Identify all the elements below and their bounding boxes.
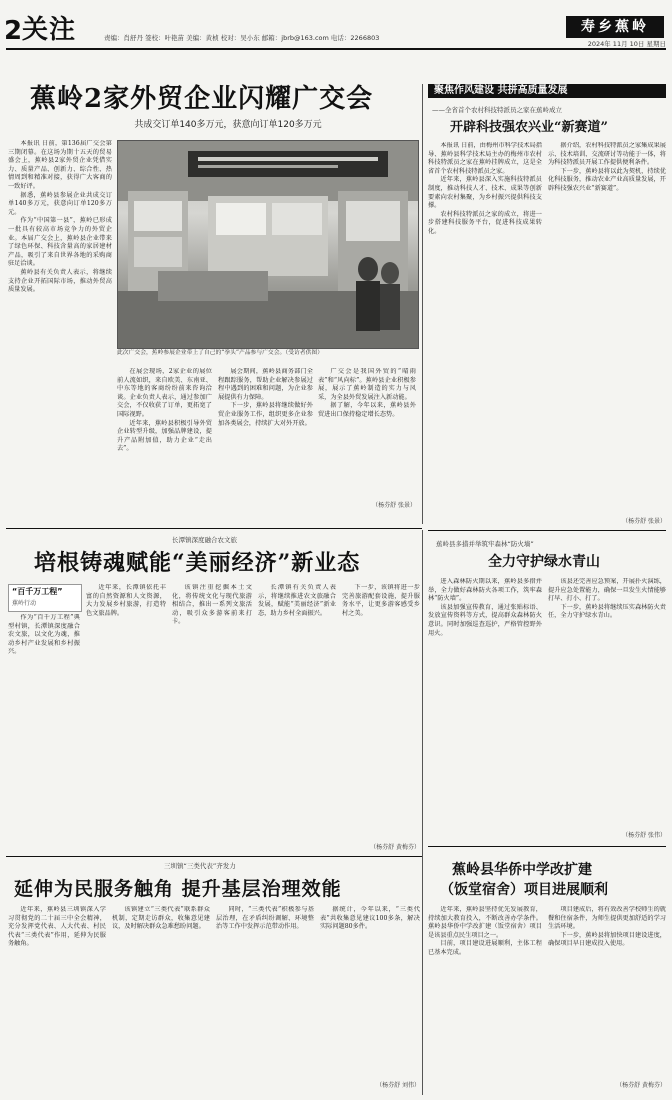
column-label: “百千万工程” bbox=[12, 587, 63, 596]
section-rule bbox=[428, 530, 666, 531]
article4-headline: 培根铸魂赋能“美丽经济”新业态 bbox=[34, 550, 361, 576]
article5-kicker: 三圳镇“三类代表”齐发力 bbox=[164, 862, 236, 870]
paragraph: 近年来，蕉岭县积极引导外贸企业转型升级，加强品牌建设，提升产品附加值，助力企业“走出去”。 bbox=[117, 419, 212, 453]
article4-column-3 bbox=[172, 584, 252, 852]
article1-column-1 bbox=[8, 140, 112, 510]
article1-subheadline: 共成交订单140多万元，获意向订单120多万元 bbox=[134, 120, 322, 130]
article5-author: （杨芬舒 刘伟） bbox=[376, 1082, 420, 1089]
paragraph: 近年来，蕉岭县深入实施科技特派员制度，推动科技人才、技术、成果等创新要素向农村集聚，为乡村振兴提供科技支撑。 bbox=[428, 176, 542, 210]
article5-headline: 延伸为民服务触角 提升基层治理效能 bbox=[14, 878, 342, 900]
paragraph: 蕉岭县有关负责人表示，将继续支持企业开拓国际市场，推动外贸高质量发展。 bbox=[8, 268, 112, 294]
article2-column-1 bbox=[428, 142, 542, 527]
article6-column-1 bbox=[428, 906, 542, 1090]
photo-caption: 此次广交会，蕉岭参展企业带上了自己的“拳头”产品参与广交会。（受访者供图） bbox=[117, 350, 323, 356]
article3-column-1 bbox=[428, 578, 542, 840]
paragraph: 下一步，蕉岭县将继续压实森林防火责任，全力守护绿水青山。 bbox=[548, 603, 666, 620]
paragraph: 在展会现场，2家企业的展位前人流如织，来自欧美、东南亚、中东等地的客商纷纷前来咨询洽谈。企业负责人表示，通过参加广交会，不仅收获了订单，更拓宽了国际视野。 bbox=[117, 368, 212, 418]
paragraph: 下一步，蕉岭县将以此为契机，持续优化科技服务，推动农业产业高质量发展，开辟科技强农兴业“新赛道”。 bbox=[548, 167, 666, 192]
paragraph: 长潭镇有关负责人表示，将继续推进农文旅融合发展，赋能“美丽经济”新业态，助力乡村全面振兴。 bbox=[258, 584, 336, 617]
editor-credits: 责编：肖舒丹 签校：叶艳苗 美编：黄桢 校对：吴小东 邮箱：jbrb@163.com 电话：2266803 bbox=[104, 34, 380, 42]
paragraph: 本报讯 日前，第136届广交会第三期闭幕。在这场为期十五天的贸易盛会上，蕉岭县2家外贸企业凭借实力、质量产品、创新力、综合性、热情周到和精准对接，获得广大客商的一致好评。 bbox=[8, 140, 112, 190]
paragraph: 目前，项目建设进展顺利，主体工程已基本完成。 bbox=[428, 940, 542, 956]
article4-column-4 bbox=[258, 584, 336, 852]
paragraph: 下一步，该镇将进一步完善旅游配套设施，提升服务水平，让更多游客感受乡村之美。 bbox=[342, 584, 420, 617]
article1-column-2 bbox=[117, 368, 212, 510]
paragraph: 下一步，蕉岭县将加快项目建设进度，确保项目早日建成投入使用。 bbox=[548, 931, 666, 948]
issue-date: 2024年 11月 10日 星期日 bbox=[587, 40, 666, 48]
paragraph: 广交会是我国外贸的“晴雨表”和“风向标”。蕉岭县企业积极参展，展示了蕉岭制造的实力与风采，为全县外贸发展注入新动能。 bbox=[318, 368, 416, 401]
page-section-name: 关注 bbox=[22, 15, 77, 45]
article1-column-3 bbox=[218, 368, 313, 510]
paragraph: 据介绍，农村科技特派员之家集成果展示、技术培训、交流研讨等功能于一体，将为科技特派员开展工作提供便利条件。 bbox=[548, 142, 666, 167]
article3-headline: 全力守护绿水青山 bbox=[488, 554, 600, 570]
article1-headline: 蕉岭2家外贸企业闪耀广交会 bbox=[30, 84, 374, 114]
paragraph: 同时，“三类代表”积极参与基层治理，在矛盾纠纷调解、环境整治等工作中发挥示范带动作用。 bbox=[216, 906, 314, 931]
paragraph: 近年来，长潭镇依托丰富的自然资源和人文资源，大力发展乡村旅游，打造特色文旅品牌。 bbox=[86, 584, 166, 617]
article1-column-4 bbox=[318, 368, 416, 500]
paragraph: 农村科技特派员之家的成立，将进一步搭建科技服务平台，促进科技成果转化。 bbox=[428, 210, 542, 235]
article5-column-3 bbox=[216, 906, 314, 1090]
section-rule bbox=[428, 846, 666, 847]
section-rule bbox=[6, 856, 422, 857]
paragraph: 近年来，蕉岭县坚持优先发展教育，持续加大教育投入，不断改善办学条件。蕉岭县华侨中学改扩建（饭堂宿舍）项目是该县重点民生项目之一。 bbox=[428, 906, 542, 939]
section-rule bbox=[6, 528, 422, 529]
page-number: 2 bbox=[4, 16, 23, 46]
column-divider bbox=[422, 84, 423, 524]
paragraph: 该镇建立“三类代表”联系群众机制，定期走访群众，收集意见建议，及时解决群众急难愁盼问题。 bbox=[112, 906, 210, 931]
article3-column-2 bbox=[548, 578, 666, 830]
paragraph: 近年来，蕉岭县三圳镇深入学习贯彻党的二十届三中全会精神，充分发挥党代表、人大代表、村民代表“三类代表”作用，延伸为民服务触角。 bbox=[8, 906, 106, 948]
article5-column-2 bbox=[112, 906, 210, 1090]
paragraph: 下一步，蕉岭县将继续做好外贸企业服务工作，组织更多企业参加各类展会，持续扩大对外开放。 bbox=[218, 402, 313, 427]
article2-column-2 bbox=[548, 142, 666, 517]
article3-kicker: 蕉岭县多措并举筑牢森林“防火墙” bbox=[436, 540, 534, 548]
article4-author: （杨芬舒 黄梅芬） bbox=[370, 844, 420, 851]
article4-column-5 bbox=[342, 584, 420, 842]
column-divider bbox=[422, 530, 423, 1095]
article6-author: （杨芬舒 黄梅芬） bbox=[616, 1082, 666, 1089]
article4-column-2 bbox=[86, 584, 166, 852]
paragraph: 据悉，蕉岭县参展企业共成交订单140多万元，获意向订单120多万元。 bbox=[8, 191, 112, 216]
paragraph: 作为“百千万工程”典型村镇，长潭镇深度融合农文旅，以文化为魂，推动乡村产业发展和乡村振兴。 bbox=[8, 614, 80, 656]
paragraph: 该镇注重挖掘本土文化，将传统文化与现代旅游相结合，推出一系列文旅活动，吸引众多游客前来打卡。 bbox=[172, 584, 252, 626]
article5-column-4 bbox=[320, 906, 420, 1080]
section-banner-label: 聚焦作风建设 共拼高质量发展 bbox=[434, 85, 568, 96]
article4-kicker: 长潭镇深度融合农文旅 bbox=[172, 536, 237, 544]
paragraph: 本报讯 日前，由梅州市科学技术局指导、蕉岭县科学技术局主办的梅州市农村科技特派员之家在蕉岭挂牌成立，这是全省首个农村科技特派员之家。 bbox=[428, 142, 542, 175]
paragraph: 项目建成后，将有效改善学校师生的就餐和住宿条件，为师生提供更加舒适的学习生活环境。 bbox=[548, 906, 666, 931]
paragraph: 进入森林防火期以来，蕉岭县多措并举，全力做好森林防火各项工作，筑牢森林“防火墙”。 bbox=[428, 578, 542, 603]
paragraph: 展会期间，蕉岭县商务部门全程跟踪服务，帮助企业解决参展过程中遇到的困难和问题，为企业参展提供有力保障。 bbox=[218, 368, 313, 401]
article3-author: （杨芬舒 张伟） bbox=[622, 832, 666, 839]
trade-fair-booth-photo bbox=[117, 140, 419, 349]
article2-kicker: ——全省首个农村科技特派员之家在蕉岭成立 bbox=[432, 106, 562, 114]
article6-column-2 bbox=[548, 906, 666, 1080]
section-banner bbox=[428, 84, 666, 98]
column-label-box bbox=[8, 584, 82, 612]
paragraph: 该县加强宣传教育，通过张贴标语、发放宣传资料等方式，提高群众森林防火意识。同时加强巡查巡护，严格管控野外用火。 bbox=[428, 603, 542, 637]
article1-author: （杨芬舒 张景） bbox=[372, 502, 416, 509]
newspaper-logo: 寿乡蕉岭 bbox=[566, 16, 664, 38]
article4-column-1 bbox=[8, 614, 80, 852]
paragraph: 该县还完善应急预案，开展扑火演练，提升应急处置能力，确保一旦发生火情能够打早、打小、打了。 bbox=[548, 578, 666, 603]
article5-column-1 bbox=[8, 906, 106, 1090]
article6-headline-line2: （饭堂宿舍）项目进展顺利 bbox=[440, 882, 608, 898]
header-rule bbox=[6, 48, 666, 50]
article2-author: （杨芬舒 张景） bbox=[622, 518, 666, 525]
article2-headline: 开辟科技强农兴业“新赛道” bbox=[450, 120, 608, 135]
paragraph: 据了解，今年以来，蕉岭县外贸进出口保持稳定增长态势。 bbox=[318, 402, 416, 418]
paragraph: 据统计，今年以来，“三类代表”共收集意见建议100多条，解决实际问题80多件。 bbox=[320, 906, 420, 931]
column-label-sub: 蕉岭行动 bbox=[12, 600, 37, 607]
paragraph: 作为“中国第一县”，蕉岭已形成一批具有较高市场竞争力的外贸企业。本届广交会上，蕉岭县企业带来了绿色环保、科技含量高的家居建材产品，吸引了来自世界各地的采购商驻足洽谈。 bbox=[8, 217, 112, 268]
article6-headline-line1: 蕉岭县华侨中学改扩建 bbox=[452, 862, 592, 878]
